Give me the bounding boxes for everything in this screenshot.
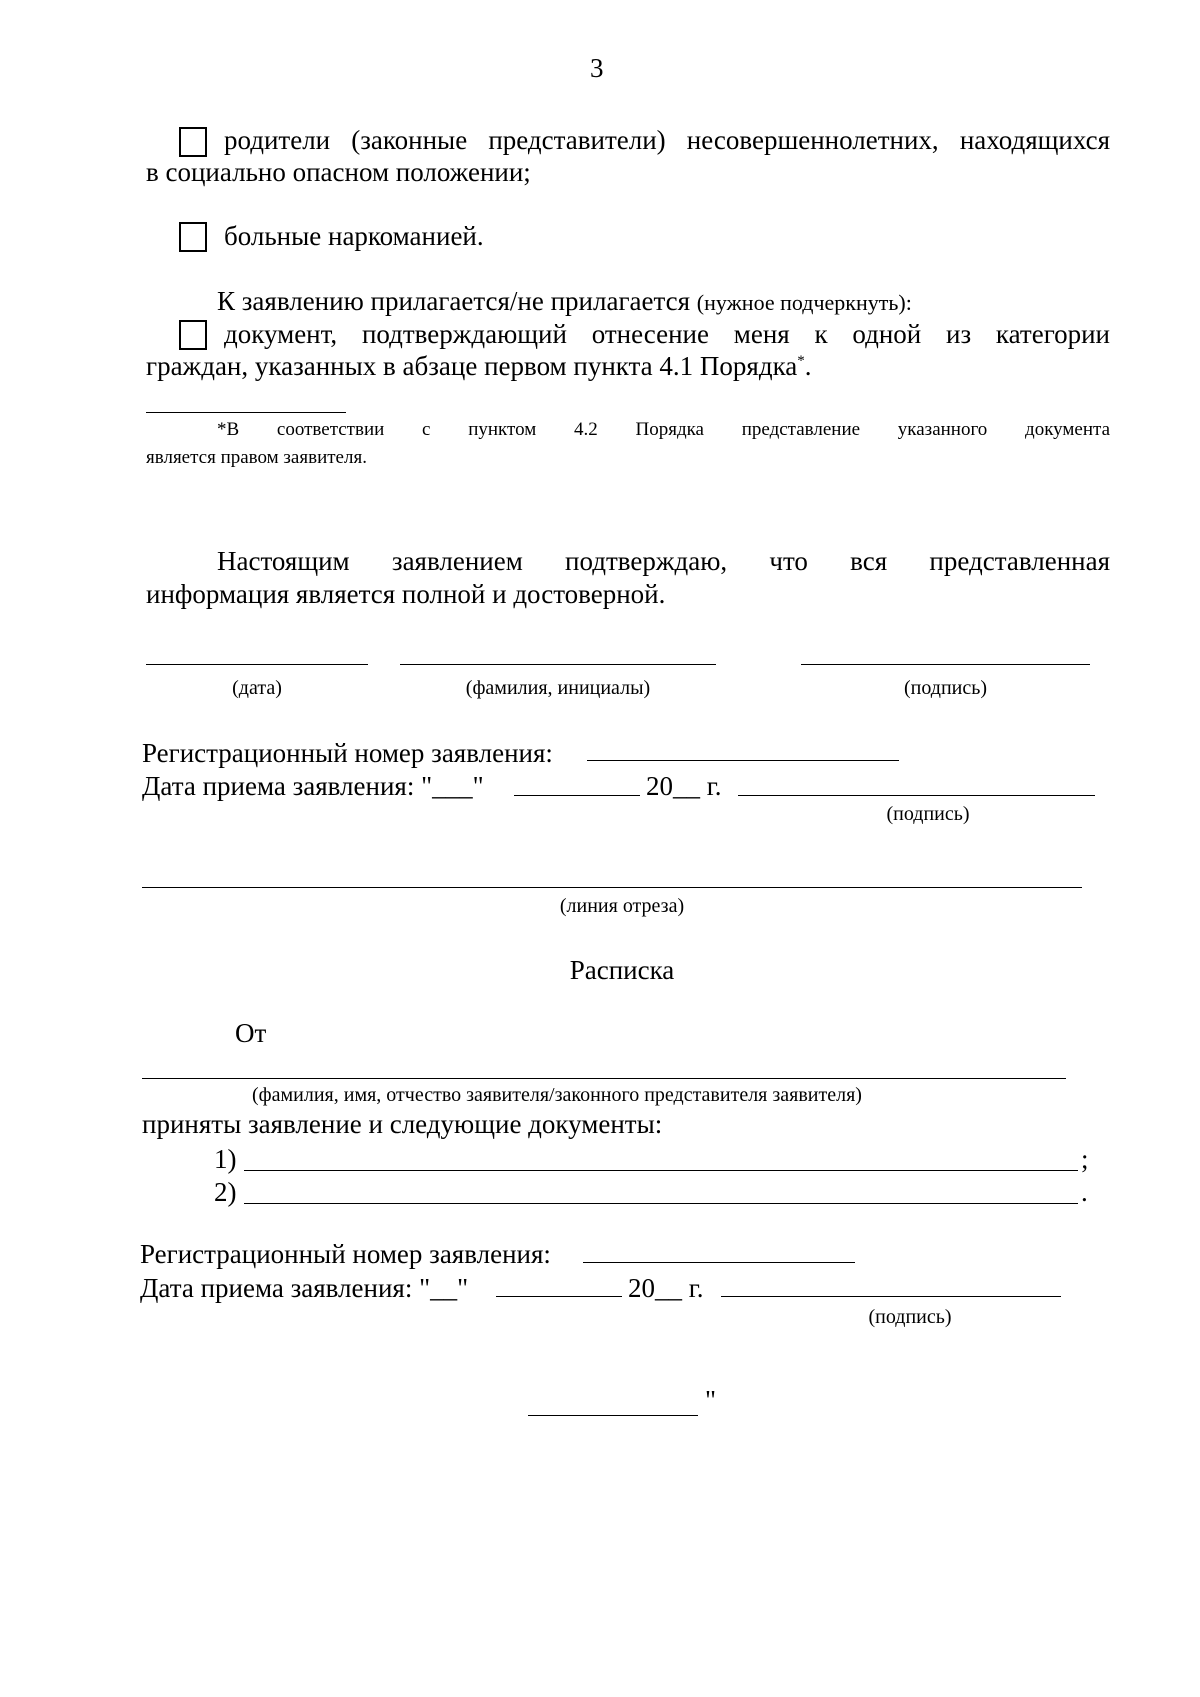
receipt-item1-field[interactable] (244, 1170, 1078, 1171)
closing-quote: " (705, 1385, 717, 1415)
receipt-item2-field[interactable] (244, 1203, 1078, 1204)
footnote-line2: является правом заявителя. (146, 447, 367, 468)
receipt-from-caption: (фамилия, имя, отчество заявителя/законного представителя заявителя) (252, 1084, 862, 1106)
receipt-registration-date-label: Дата приема заявления: "__" (140, 1273, 469, 1303)
registration-number-field[interactable] (587, 760, 899, 761)
date-caption: (дата) (232, 677, 282, 699)
receipt-registration-year: 20__ г. (628, 1273, 704, 1303)
addicts-checkbox[interactable] (179, 222, 207, 252)
receipt-from-field[interactable] (142, 1078, 1066, 1079)
attachment-heading-text: К заявлению прилагается/не прилагается (217, 286, 691, 316)
document-checkbox[interactable] (179, 320, 207, 350)
registration-signature-field[interactable] (738, 795, 1095, 796)
attachment-heading (217, 285, 912, 317)
receipt-item1-end: ; (1081, 1144, 1089, 1174)
receipt-registration-signature-field[interactable] (721, 1296, 1061, 1297)
signature-caption: (подпись) (903, 677, 988, 699)
footnote-separator (146, 412, 346, 413)
confirmation-line1: Настоящим заявлением подтверждаю, что вся представленная (217, 546, 1110, 576)
receipt-item2-end: . (1081, 1177, 1088, 1207)
document-label-line1: документ, подтверждающий отнесение меня к одной из категории (224, 319, 1110, 349)
registration-year: 20__ г. (646, 771, 722, 801)
confirmation-line2: информация является полной и достоверной. (146, 579, 666, 609)
name-caption: (фамилия, инициалы) (465, 677, 651, 699)
registration-date-label: Дата приема заявления: "___" (142, 771, 484, 801)
receipt-accepted-text: приняты заявление и следующие документы: (142, 1109, 663, 1139)
cut-line (142, 887, 1082, 888)
name-field[interactable] (400, 664, 716, 665)
receipt-from-label: От (235, 1018, 267, 1048)
parents-label-line1: родители (законные представители) несовершеннолетних, находящихся (224, 125, 1110, 155)
cut-line-caption: (линия отреза) (559, 895, 685, 917)
registration-signature-caption: (подпись) (886, 803, 970, 825)
receipt-title: Расписка (569, 955, 675, 985)
parents-checkbox[interactable] (179, 127, 207, 157)
registration-number-label: Регистрационный номер заявления: (142, 738, 553, 768)
closing-line (528, 1415, 698, 1416)
receipt-item2-number: 2) (214, 1177, 237, 1207)
attachment-heading-note: (нужное подчеркнуть): (696, 290, 912, 315)
receipt-registration-number-label: Регистрационный номер заявления: (140, 1239, 551, 1269)
receipt-registration-signature-caption: (подпись) (868, 1306, 952, 1328)
addicts-label: больные наркоманией. (224, 221, 484, 251)
signature-field[interactable] (801, 664, 1090, 665)
receipt-item1-number: 1) (214, 1144, 237, 1174)
receipt-registration-number-field[interactable] (583, 1262, 855, 1263)
page-number: 3 (590, 53, 604, 83)
date-field[interactable] (146, 664, 368, 665)
receipt-registration-month-field[interactable] (496, 1296, 622, 1297)
parents-label-line2: в социально опасном положении; (146, 157, 531, 187)
document-label-line2: граждан, указанных в абзаце первом пункта 4.1 Порядка*. (146, 351, 812, 381)
footnote-line1: *В соответствии с пунктом 4.2 Порядка представление указанного документа (217, 419, 1110, 440)
footnote-mark: * (797, 353, 805, 369)
registration-month-field[interactable] (514, 795, 640, 796)
